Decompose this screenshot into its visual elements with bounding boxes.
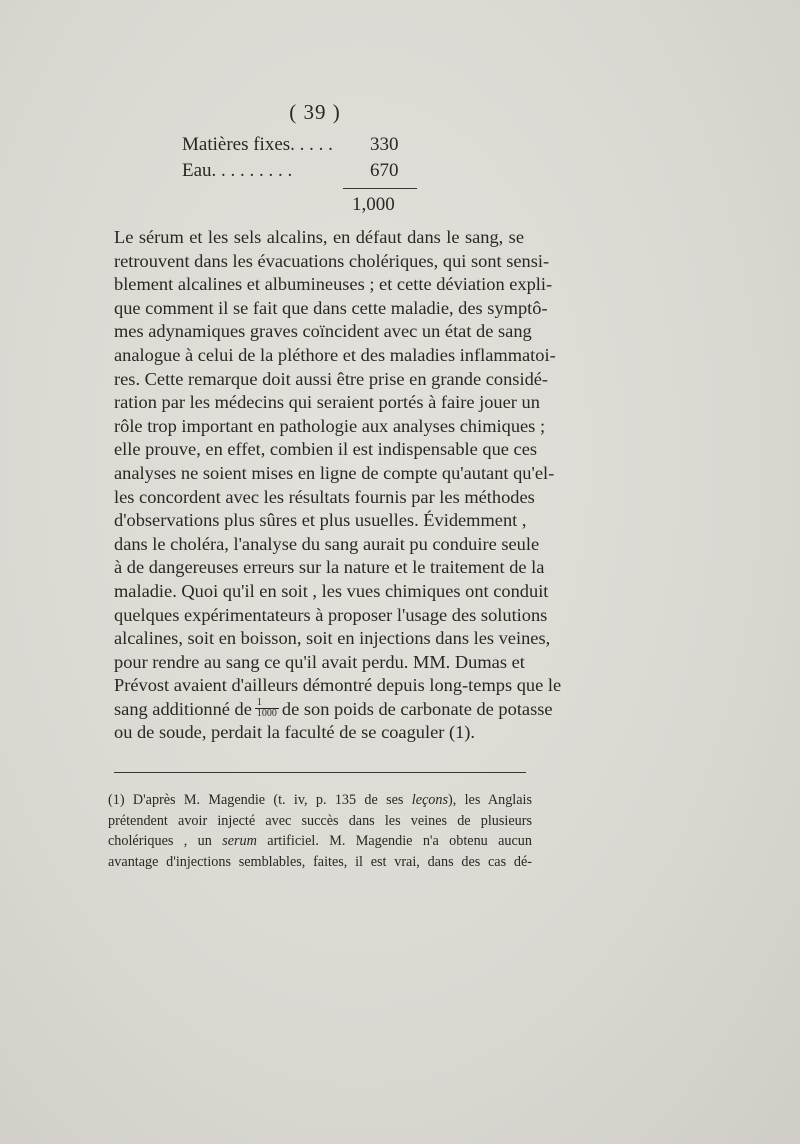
italic-text: serum xyxy=(222,833,257,849)
table-row-label: Eau. . . . . . . . . xyxy=(182,160,293,181)
text-line: elle prouve, en effet, combien il est indispensable que ces xyxy=(114,439,538,460)
footnote-line xyxy=(108,831,532,852)
text-line: analyses ne soient mises en ligne de compte qu'autant qu'el- xyxy=(114,462,555,483)
text-line: retrouvent dans les évacuations cholériques, qui sont sensi- xyxy=(114,250,550,271)
text-line: mes adynamiques graves coïncident avec un état de sang xyxy=(114,321,532,342)
text-line: analogue à celui de la pléthore et des maladies inflammatoi- xyxy=(114,344,556,365)
text-fragment: sang additionné de xyxy=(114,698,252,719)
text-line-with-fraction xyxy=(114,697,553,722)
fraction xyxy=(255,698,279,719)
text-line: à de dangereuses erreurs sur la nature et le traitement de la xyxy=(114,557,545,578)
text-line: alcalines, soit en boisson, soit en injections dans les veines, xyxy=(114,628,551,649)
table-row-value: 670 xyxy=(370,160,399,181)
text-line: res. Cette remarque doit aussi être prise en grande considé- xyxy=(114,368,549,389)
text-fragment: (1) D'après M. Magendie (t. iv, p. 135 de ses xyxy=(108,792,404,808)
fraction-numerator: 1 xyxy=(255,698,279,709)
text-line: maladie. Quoi qu'il en soit , les vues chimiques ont conduit xyxy=(114,580,549,601)
fraction-denominator: 1000 xyxy=(256,708,277,720)
text-line: pour rendre au sang ce qu'il avait perdu. MM. Dumas et xyxy=(114,651,525,672)
footnote-line xyxy=(108,790,532,811)
sum-rule xyxy=(343,188,417,189)
text-fragment: ), les Anglais xyxy=(448,792,532,808)
text-line: ration par les médecins qui seraient portés à faire jouer un xyxy=(114,392,540,413)
footnote-line: avantage d'injections semblables, faites, il est vrai, dans des cas dé- xyxy=(108,853,532,870)
text-fragment: artificiel. M. Magendie n'a obtenu aucun xyxy=(267,833,532,849)
text-line: les concordent avec les résultats fournis par les méthodes xyxy=(114,486,535,507)
text-fragment: de son poids de carbonate de potasse xyxy=(281,698,553,719)
text-line: que comment il se fait que dans cette maladie, des symptô- xyxy=(114,297,548,318)
text-line: Le sérum et les sels alcalins, en défaut dans le sang, se xyxy=(114,227,524,247)
text-line: blement alcalines et albumineuses ; et cette déviation expli- xyxy=(114,274,553,295)
text-line: rôle trop important en pathologie aux analyses chimiques ; xyxy=(114,415,546,436)
text-line: ou de soude, perdait la faculté de se coaguler (1). xyxy=(114,722,476,743)
footnote-rule xyxy=(114,772,526,773)
footnote-line: prétendent avoir injecté avec succès dans les veines de plusieurs xyxy=(108,812,532,829)
footnote xyxy=(108,790,532,872)
table-total: 1,000 xyxy=(352,194,395,215)
body-paragraph xyxy=(114,226,562,745)
text-line: d'observations plus sûres et plus usuelles. Évidemment , xyxy=(114,510,527,531)
text-line: Prévost avaient d'ailleurs démontré depuis long-temps que le xyxy=(114,675,562,696)
text-fragment: cholériques , un xyxy=(108,833,212,849)
italic-text: leçons xyxy=(411,792,448,808)
table-row-label: Matières fixes. . . . . xyxy=(182,134,333,155)
text-line: dans le choléra, l'analyse du sang aurait pu conduire seule xyxy=(114,533,540,554)
page-number: ( 39 ) xyxy=(289,100,341,124)
text-line: quelques expérimentateurs à proposer l'usage des solutions xyxy=(114,604,548,625)
table-row-value: 330 xyxy=(370,134,399,155)
